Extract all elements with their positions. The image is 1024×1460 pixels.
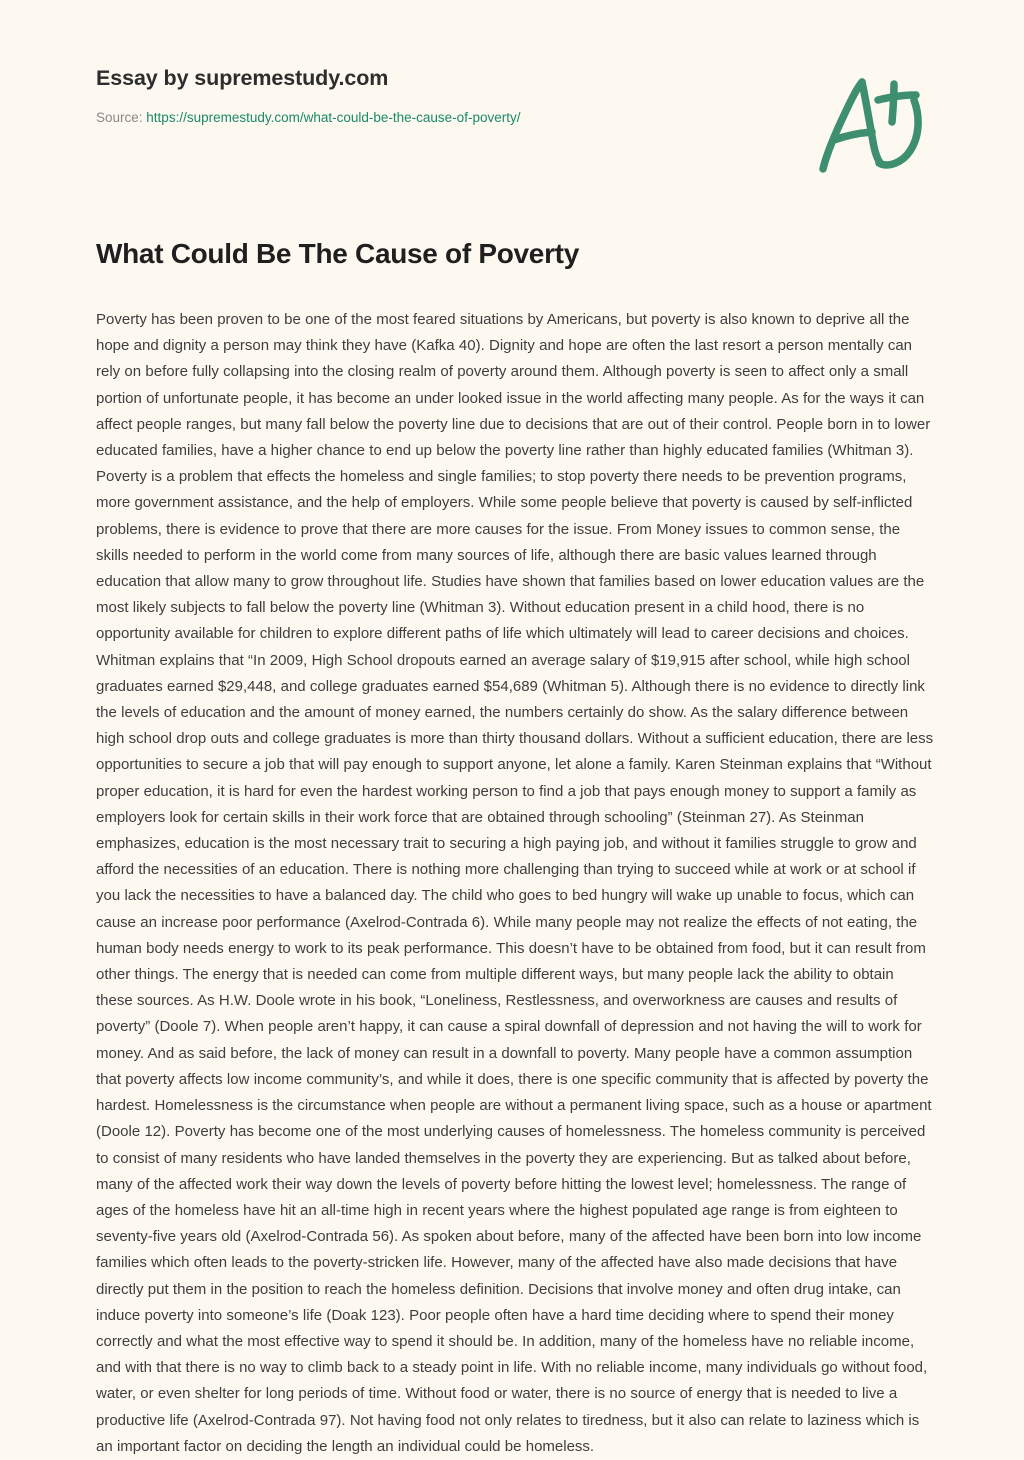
- source-line: [96, 109, 796, 127]
- article-container: [96, 236, 934, 1460]
- page-title: What Could Be The Cause of Poverty: [96, 238, 579, 269]
- essay-body-text: Poverty has been proven to be one of the most feared situations by Americans, but poverty is also known to deprive all the hope and dignity a person may think they have (Kafka 40). Dignity and hope are often the last resort a person mentally can rely on before fully collapsing into the closing realm of poverty around them. Although poverty is seen to affect only a small portion of unfortunate people, it has become an under looked issue in the world affecting many people. As for the ways it can affect people ranges, but many fall below the poverty line due to decisions that are out of their control. People born in to lower educated families, have a higher chance to end up below the poverty line rather than highly educated families (Whitman 3). Poverty is a problem that effects the homeless and single families; to stop poverty there needs to be prevention programs, more government assistance, and the help of employers. While some people believe that poverty is caused by self-inflicted problems, there is evidence to prove that there are more causes for the issue. From Money issues to common sense, the skills needed to perform in the world come from many sources of life, although there are basic values learned through education that allow many to grow throughout life. Studies have shown that families based on lower education values are the most likely subjects to fall below the poverty line (Whitman 3). Without education present in a child hood, there is no opportunity available for children to explore different paths of life which ultimately will lead to career decisions and choices. Whitman explains that “In 2009, High School dropouts earned an average salary of $19,915 after school, while high school graduates earned $29,448, and college graduates earned $54,689 (Whitman 5). Although there is no evidence to directly link the levels of education and the amount of money earned, the numbers certainly do show. As the salary difference between high school drop outs and college graduates is more than thirty thousand dollars. Without a sufficient education, there are less opportunities to secure a job that will pay enough to support anyone, let alone a family. Karen Steinman explains that “Without proper education, it is hard for even the hardest working person to find a job that pays enough money to support a family as employers look for certain skills in their work force that are obtained through schooling” (Steinman 27). As Steinman emphasizes, education is the most necessary trait to securing a high paying job, and without it families struggle to grow and afford the necessities of an education. There is nothing more challenging than trying to succeed while at work or at school if you lack the necessities to have a balanced day. The child who goes to bed hungry will wake up unable to focus, which can cause an increase poor performance (Axelrod-Contrada 6). While many people may not realize the effects of not eating, the human body needs energy to work to its peak performance. This doesn’t have to be obtained from food, but it can result from other things. The energy that is needed can come from multiple different ways, but many people lack the ability to obtain these sources. As H.W. Doole wrote in his book, “Loneliness, Restlessness, and overworkness are causes and results of poverty” (Doole 7). When people aren’t happy, it can cause a spiral downfall of depression and not having the will to work for money. And as said before, the lack of money can result in a downfall to poverty. Many people have a common assumption that poverty affects low income community’s, and while it does, there is one specific community that is affected by poverty the hardest. Homelessness is the circumstance when people are without a permanent living space, such as a house or apartment (Doole 12). Poverty has become one of the most underlying causes of homelessness. The homeless community is perceived to consist of many residents who have landed themselves in the poverty they are experiencing. But as talked about before, many of the affected work their way down the levels of poverty before hitting the lowest level; homelessness. The range of ages of the homeless have hit an all-time high in recent years where the highest populated age range is from eighteen to seventy-five years old (Axelrod-Contrada 56). As spoken about before, many of the affected have been born into low income families which often leads to the poverty-stricken life. However, many of the affected have also made decisions that have directly put them in the position to reach the homeless definition. Decisions that involve money and often drug intake, can induce poverty into someone’s life (Doak 123). Poor people often have a hard time deciding where to spend their money correctly and what the most effective way to spend it should be. In addition, many of the homeless have no reliable income, and with that there is no way to climb back to a steady point in life. With no reliable income, many individuals go without food, water, or even shelter for long periods of time. Without food or water, there is no source of energy that is needed to live a productive life (Axelrod-Contrada 97). Not having food not only relates to tiredness, but it also can relate to laziness which is an important factor on deciding the length an individual could be homeless.: [96, 311, 934, 1455]
- brand-block: [96, 66, 796, 126]
- brand-title: Essay by supremestudy.com: [96, 66, 389, 90]
- source-url-link[interactable]: https://supremestudy.com/what-could-be-the-cause-of-poverty/: [146, 109, 521, 125]
- a-plus-logo-icon: [812, 72, 936, 174]
- source-label: Source:: [96, 109, 143, 125]
- page-header: [0, 0, 1024, 200]
